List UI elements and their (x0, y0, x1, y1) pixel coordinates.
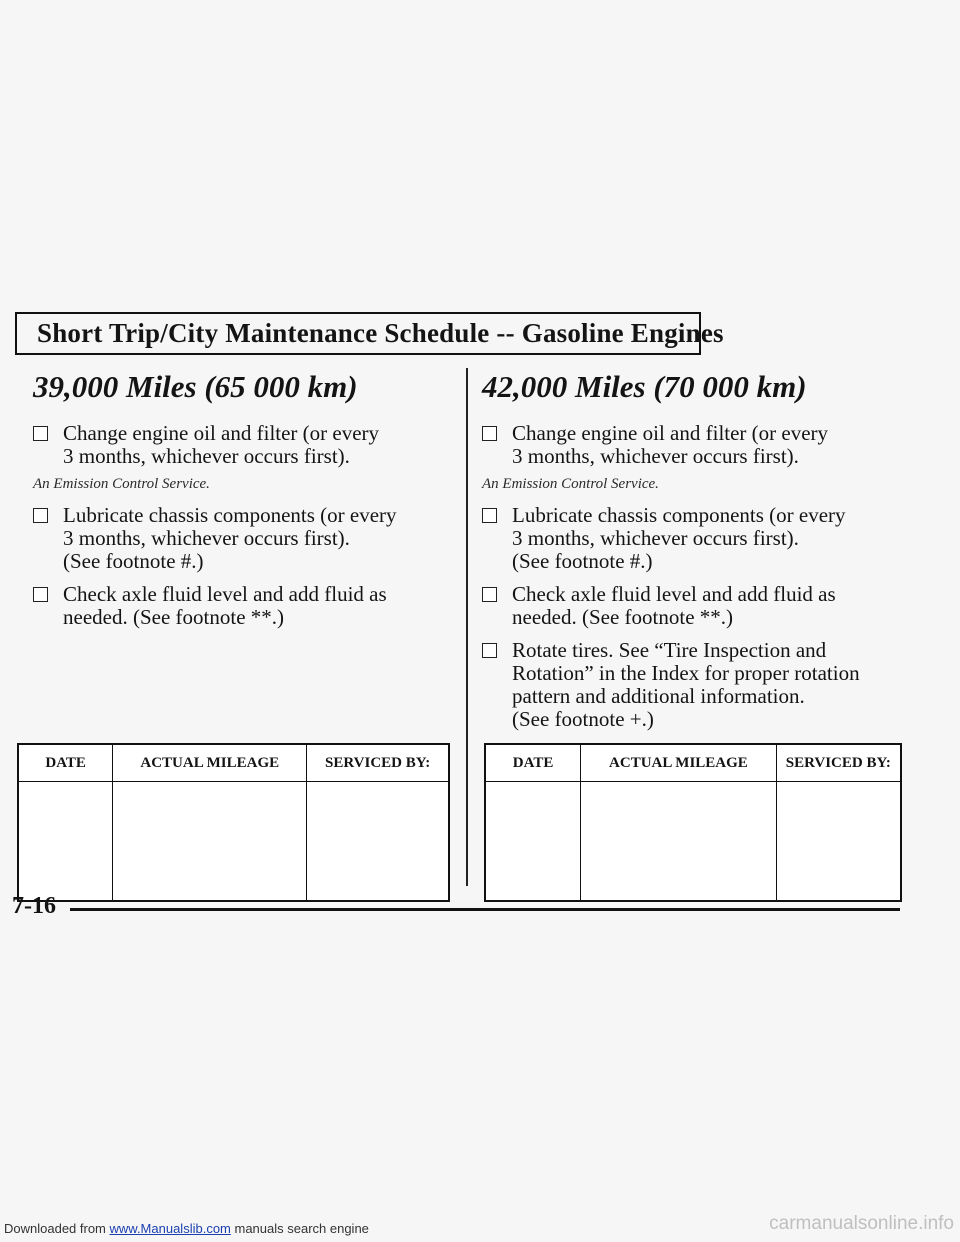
column-header-serviced-by: SERVICED BY: (307, 744, 449, 782)
interval-heading-42000: 42,000 Miles (70 000 km) (482, 369, 807, 404)
column-header-date: DATE (485, 744, 581, 782)
item-text: 3 months, whichever occurs first). (63, 526, 350, 550)
site-logo: carmanualsonline.info (769, 1213, 954, 1234)
interval-heading-39000: 39,000 Miles (65 000 km) (33, 369, 358, 404)
page-number: 7-16 (12, 893, 56, 919)
checkbox-icon[interactable] (482, 587, 497, 602)
checklist-item (33, 583, 453, 629)
emission-note: An Emission Control Service. (482, 476, 659, 492)
item-text: needed. (See footnote **.) (63, 605, 285, 629)
checklist-item (482, 639, 912, 731)
item-text: Change engine oil and filter (or every (63, 421, 380, 445)
checklist-item (33, 422, 453, 468)
download-watermark (4, 1221, 369, 1236)
checklist-item (482, 504, 912, 573)
checkbox-icon[interactable] (482, 426, 497, 441)
emission-note: An Emission Control Service. (33, 476, 210, 492)
serviced-by-cell[interactable] (776, 782, 901, 902)
section-header (15, 312, 724, 355)
column-header-mileage: ACTUAL MILEAGE (581, 744, 777, 782)
column-divider (466, 368, 468, 886)
right-column (482, 368, 912, 741)
service-record-table (17, 743, 450, 902)
item-text: 3 months, whichever occurs first). (63, 444, 350, 468)
item-text: 3 months, whichever occurs first). (512, 526, 799, 550)
checkbox-icon[interactable] (33, 587, 48, 602)
item-text: Lubricate chassis components (or every (63, 503, 397, 527)
checkbox-icon[interactable] (33, 508, 48, 523)
item-text: Rotation” in the Index for proper rotation (512, 661, 860, 685)
column-header-mileage: ACTUAL MILEAGE (113, 744, 307, 782)
watermark-prefix: Downloaded from (4, 1221, 110, 1236)
item-text: (See footnote #.) (512, 549, 653, 573)
watermark-suffix: manuals search engine (230, 1221, 369, 1236)
date-cell[interactable] (18, 782, 113, 902)
item-text: Check axle fluid level and add fluid as (512, 582, 836, 606)
date-cell[interactable] (485, 782, 581, 902)
item-text: Rotate tires. See “Tire Inspection and (512, 638, 827, 662)
checkbox-icon[interactable] (482, 508, 497, 523)
column-header-serviced-by: SERVICED BY: (776, 744, 901, 782)
item-text: pattern and additional information. (512, 684, 805, 708)
item-text: (See footnote +.) (512, 707, 654, 731)
item-text: (See footnote #.) (63, 549, 204, 573)
checkbox-icon[interactable] (482, 643, 497, 658)
checkbox-icon[interactable] (33, 426, 48, 441)
checklist-item (33, 504, 453, 573)
item-text: needed. (See footnote **.) (512, 605, 734, 629)
item-text: Lubricate chassis components (or every (512, 503, 846, 527)
checklist-item (482, 583, 912, 629)
footer-rule (70, 908, 900, 911)
column-header-date: DATE (18, 744, 113, 782)
item-text: 3 months, whichever occurs first). (512, 444, 799, 468)
serviced-by-cell[interactable] (307, 782, 449, 902)
mileage-cell[interactable] (113, 782, 307, 902)
checklist-item (482, 422, 912, 468)
item-text: Check axle fluid level and add fluid as (63, 582, 387, 606)
section-title: Short Trip/City Maintenance Schedule -- Gasoline Engines (37, 318, 724, 348)
service-record-table (484, 743, 902, 902)
item-text: Change engine oil and filter (or every (512, 421, 829, 445)
mileage-cell[interactable] (581, 782, 777, 902)
manualslib-link[interactable]: www.Manualslib.com (109, 1221, 231, 1236)
left-column (33, 368, 453, 639)
